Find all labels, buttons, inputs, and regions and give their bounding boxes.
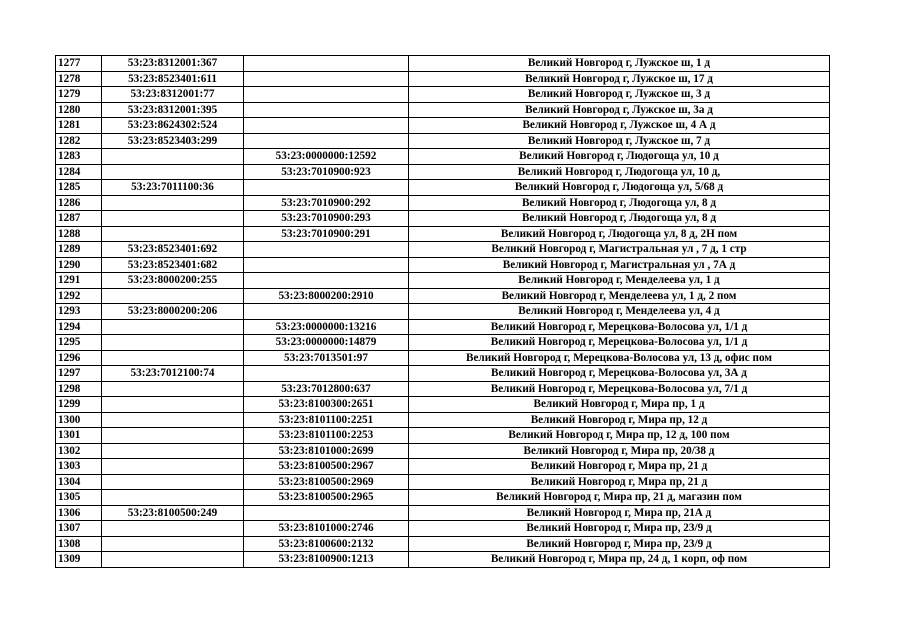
table-row [56, 273, 830, 289]
building-cadastral-number-cell: 53:23:8624302:524 [102, 118, 244, 134]
building-cadastral-number-cell [102, 381, 244, 397]
row-number-cell: 1291 [56, 273, 102, 289]
building-cadastral-number-cell: 53:23:8000200:255 [102, 273, 244, 289]
premises-cadastral-number-cell: 53:23:0000000:13216 [244, 319, 409, 335]
row-number-cell: 1308 [56, 536, 102, 552]
address-cell: Великий Новгород г, Мерецкова-Волосова ул, 7/1 д [409, 381, 830, 397]
premises-cadastral-number-cell [244, 118, 409, 134]
building-cadastral-number-cell [102, 350, 244, 366]
premises-cadastral-number-cell: 53:23:8100900:1213 [244, 552, 409, 568]
building-cadastral-number-cell: 53:23:7012100:74 [102, 366, 244, 382]
building-cadastral-number-cell: 53:23:8523401:682 [102, 257, 244, 273]
address-cell: Великий Новгород г, Людогоща ул, 5/68 д [409, 180, 830, 196]
premises-cadastral-number-cell: 53:23:8101000:2699 [244, 443, 409, 459]
building-cadastral-number-cell: 53:23:8312001:395 [102, 102, 244, 118]
property-registry-table [55, 55, 830, 568]
table-row [56, 195, 830, 211]
premises-cadastral-number-cell: 53:23:0000000:14879 [244, 335, 409, 351]
row-number-cell: 1298 [56, 381, 102, 397]
address-cell: Великий Новгород г, Лужское ш, 7 д [409, 133, 830, 149]
building-cadastral-number-cell [102, 211, 244, 227]
table-row [56, 319, 830, 335]
premises-cadastral-number-cell [244, 102, 409, 118]
row-number-cell: 1309 [56, 552, 102, 568]
table-row [56, 381, 830, 397]
row-number-cell: 1293 [56, 304, 102, 320]
building-cadastral-number-cell [102, 226, 244, 242]
address-cell: Великий Новгород г, Людогоща ул, 8 д [409, 195, 830, 211]
premises-cadastral-number-cell [244, 366, 409, 382]
table-row [56, 459, 830, 475]
address-cell: Великий Новгород г, Менделеева ул, 4 д [409, 304, 830, 320]
table-row [56, 87, 830, 103]
premises-cadastral-number-cell [244, 71, 409, 87]
row-number-cell: 1300 [56, 412, 102, 428]
building-cadastral-number-cell [102, 536, 244, 552]
address-cell: Великий Новгород г, Мерецкова-Волосова ул, 13 д, офис пом [409, 350, 830, 366]
building-cadastral-number-cell [102, 459, 244, 475]
table-row [56, 288, 830, 304]
building-cadastral-number-cell: 53:23:8312001:367 [102, 56, 244, 72]
building-cadastral-number-cell [102, 195, 244, 211]
address-cell: Великий Новгород г, Лужское ш, 3 д [409, 87, 830, 103]
building-cadastral-number-cell: 53:23:8312001:77 [102, 87, 244, 103]
premises-cadastral-number-cell [244, 180, 409, 196]
premises-cadastral-number-cell: 53:23:8100600:2132 [244, 536, 409, 552]
table-row [56, 350, 830, 366]
address-cell: Великий Новгород г, Мира пр, 20/38 д [409, 443, 830, 459]
row-number-cell: 1297 [56, 366, 102, 382]
table-row [56, 164, 830, 180]
building-cadastral-number-cell [102, 335, 244, 351]
building-cadastral-number-cell [102, 428, 244, 444]
premises-cadastral-number-cell: 53:23:0000000:12592 [244, 149, 409, 165]
table-row [56, 304, 830, 320]
row-number-cell: 1303 [56, 459, 102, 475]
address-cell: Великий Новгород г, Людогоща ул, 10 д, [409, 164, 830, 180]
row-number-cell: 1278 [56, 71, 102, 87]
building-cadastral-number-cell [102, 164, 244, 180]
table-row [56, 443, 830, 459]
table-row [56, 133, 830, 149]
address-cell: Великий Новгород г, Мира пр, 21А д [409, 505, 830, 521]
row-number-cell: 1307 [56, 521, 102, 537]
table-row [56, 505, 830, 521]
building-cadastral-number-cell: 53:23:8523401:692 [102, 242, 244, 258]
table-row [56, 412, 830, 428]
premises-cadastral-number-cell: 53:23:7010900:292 [244, 195, 409, 211]
row-number-cell: 1299 [56, 397, 102, 413]
row-number-cell: 1282 [56, 133, 102, 149]
table-row [56, 536, 830, 552]
address-cell: Великий Новгород г, Людогоща ул, 8 д, 2Н пом [409, 226, 830, 242]
premises-cadastral-number-cell: 53:23:8101100:2253 [244, 428, 409, 444]
table-row [56, 397, 830, 413]
premises-cadastral-number-cell [244, 257, 409, 273]
row-number-cell: 1306 [56, 505, 102, 521]
row-number-cell: 1277 [56, 56, 102, 72]
row-number-cell: 1294 [56, 319, 102, 335]
table-row [56, 211, 830, 227]
premises-cadastral-number-cell [244, 56, 409, 72]
building-cadastral-number-cell [102, 490, 244, 506]
address-cell: Великий Новгород г, Менделеева ул, 1 д, 2 пом [409, 288, 830, 304]
address-cell: Великий Новгород г, Людогоща ул, 8 д [409, 211, 830, 227]
address-cell: Великий Новгород г, Мерецкова-Волосова ул, 1/1 д [409, 335, 830, 351]
row-number-cell: 1304 [56, 474, 102, 490]
address-cell: Великий Новгород г, Мира пр, 21 д [409, 474, 830, 490]
building-cadastral-number-cell: 53:23:8523403:299 [102, 133, 244, 149]
building-cadastral-number-cell: 53:23:8100500:249 [102, 505, 244, 521]
row-number-cell: 1283 [56, 149, 102, 165]
address-cell: Великий Новгород г, Магистральная ул , 7А д [409, 257, 830, 273]
building-cadastral-number-cell: 53:23:8523401:611 [102, 71, 244, 87]
address-cell: Великий Новгород г, Мира пр, 21 д, магазин пом [409, 490, 830, 506]
row-number-cell: 1280 [56, 102, 102, 118]
table-row [56, 366, 830, 382]
premises-cadastral-number-cell: 53:23:7010900:291 [244, 226, 409, 242]
row-number-cell: 1305 [56, 490, 102, 506]
table-row [56, 490, 830, 506]
address-cell: Великий Новгород г, Лужское ш, 17 д [409, 71, 830, 87]
premises-cadastral-number-cell: 53:23:8100500:2965 [244, 490, 409, 506]
address-cell: Великий Новгород г, Мира пр, 12 д, 100 пом [409, 428, 830, 444]
table-row [56, 552, 830, 568]
table-row [56, 226, 830, 242]
row-number-cell: 1302 [56, 443, 102, 459]
premises-cadastral-number-cell: 53:23:7010900:293 [244, 211, 409, 227]
table-row [56, 56, 830, 72]
table-row [56, 71, 830, 87]
address-cell: Великий Новгород г, Мерецкова-Волосова ул, 3А д [409, 366, 830, 382]
premises-cadastral-number-cell: 53:23:8101100:2251 [244, 412, 409, 428]
premises-cadastral-number-cell [244, 87, 409, 103]
building-cadastral-number-cell [102, 397, 244, 413]
table-row [56, 428, 830, 444]
address-cell: Великий Новгород г, Лужское ш, 3а д [409, 102, 830, 118]
building-cadastral-number-cell [102, 443, 244, 459]
premises-cadastral-number-cell: 53:23:8100500:2967 [244, 459, 409, 475]
address-cell: Великий Новгород г, Лужское ш, 4 А д [409, 118, 830, 134]
premises-cadastral-number-cell: 53:23:8100500:2969 [244, 474, 409, 490]
premises-cadastral-number-cell: 53:23:7010900:923 [244, 164, 409, 180]
building-cadastral-number-cell [102, 288, 244, 304]
building-cadastral-number-cell [102, 412, 244, 428]
address-cell: Великий Новгород г, Мира пр, 21 д [409, 459, 830, 475]
premises-cadastral-number-cell [244, 133, 409, 149]
row-number-cell: 1292 [56, 288, 102, 304]
row-number-cell: 1290 [56, 257, 102, 273]
table-row [56, 335, 830, 351]
premises-cadastral-number-cell [244, 304, 409, 320]
address-cell: Великий Новгород г, Мира пр, 24 д, 1 корп, оф пом [409, 552, 830, 568]
premises-cadastral-number-cell: 53:23:8101000:2746 [244, 521, 409, 537]
row-number-cell: 1286 [56, 195, 102, 211]
table-row [56, 118, 830, 134]
table-row [56, 149, 830, 165]
building-cadastral-number-cell: 53:23:7011100:36 [102, 180, 244, 196]
address-cell: Великий Новгород г, Мерецкова-Волосова ул, 1/1 д [409, 319, 830, 335]
premises-cadastral-number-cell [244, 242, 409, 258]
premises-cadastral-number-cell: 53:23:7012800:637 [244, 381, 409, 397]
premises-cadastral-number-cell: 53:23:7013501:97 [244, 350, 409, 366]
row-number-cell: 1284 [56, 164, 102, 180]
table-row [56, 180, 830, 196]
address-cell: Великий Новгород г, Мира пр, 1 д [409, 397, 830, 413]
row-number-cell: 1295 [56, 335, 102, 351]
table-row [56, 242, 830, 258]
address-cell: Великий Новгород г, Магистральная ул , 7 д, 1 стр [409, 242, 830, 258]
row-number-cell: 1288 [56, 226, 102, 242]
address-cell: Великий Новгород г, Мира пр, 23/9 д [409, 521, 830, 537]
address-cell: Великий Новгород г, Людогоща ул, 10 д [409, 149, 830, 165]
premises-cadastral-number-cell [244, 505, 409, 521]
building-cadastral-number-cell [102, 149, 244, 165]
row-number-cell: 1287 [56, 211, 102, 227]
premises-cadastral-number-cell [244, 273, 409, 289]
table-row [56, 257, 830, 273]
registry-table-body [56, 56, 830, 568]
building-cadastral-number-cell [102, 474, 244, 490]
address-cell: Великий Новгород г, Лужское ш, 1 д [409, 56, 830, 72]
row-number-cell: 1296 [56, 350, 102, 366]
table-row [56, 474, 830, 490]
row-number-cell: 1301 [56, 428, 102, 444]
building-cadastral-number-cell: 53:23:8000200:206 [102, 304, 244, 320]
building-cadastral-number-cell [102, 552, 244, 568]
building-cadastral-number-cell [102, 521, 244, 537]
address-cell: Великий Новгород г, Мира пр, 12 д [409, 412, 830, 428]
row-number-cell: 1281 [56, 118, 102, 134]
building-cadastral-number-cell [102, 319, 244, 335]
premises-cadastral-number-cell: 53:23:8000200:2910 [244, 288, 409, 304]
row-number-cell: 1289 [56, 242, 102, 258]
table-row [56, 102, 830, 118]
row-number-cell: 1285 [56, 180, 102, 196]
premises-cadastral-number-cell: 53:23:8100300:2651 [244, 397, 409, 413]
table-row [56, 521, 830, 537]
address-cell: Великий Новгород г, Менделеева ул, 1 д [409, 273, 830, 289]
row-number-cell: 1279 [56, 87, 102, 103]
address-cell: Великий Новгород г, Мира пр, 23/9 д [409, 536, 830, 552]
